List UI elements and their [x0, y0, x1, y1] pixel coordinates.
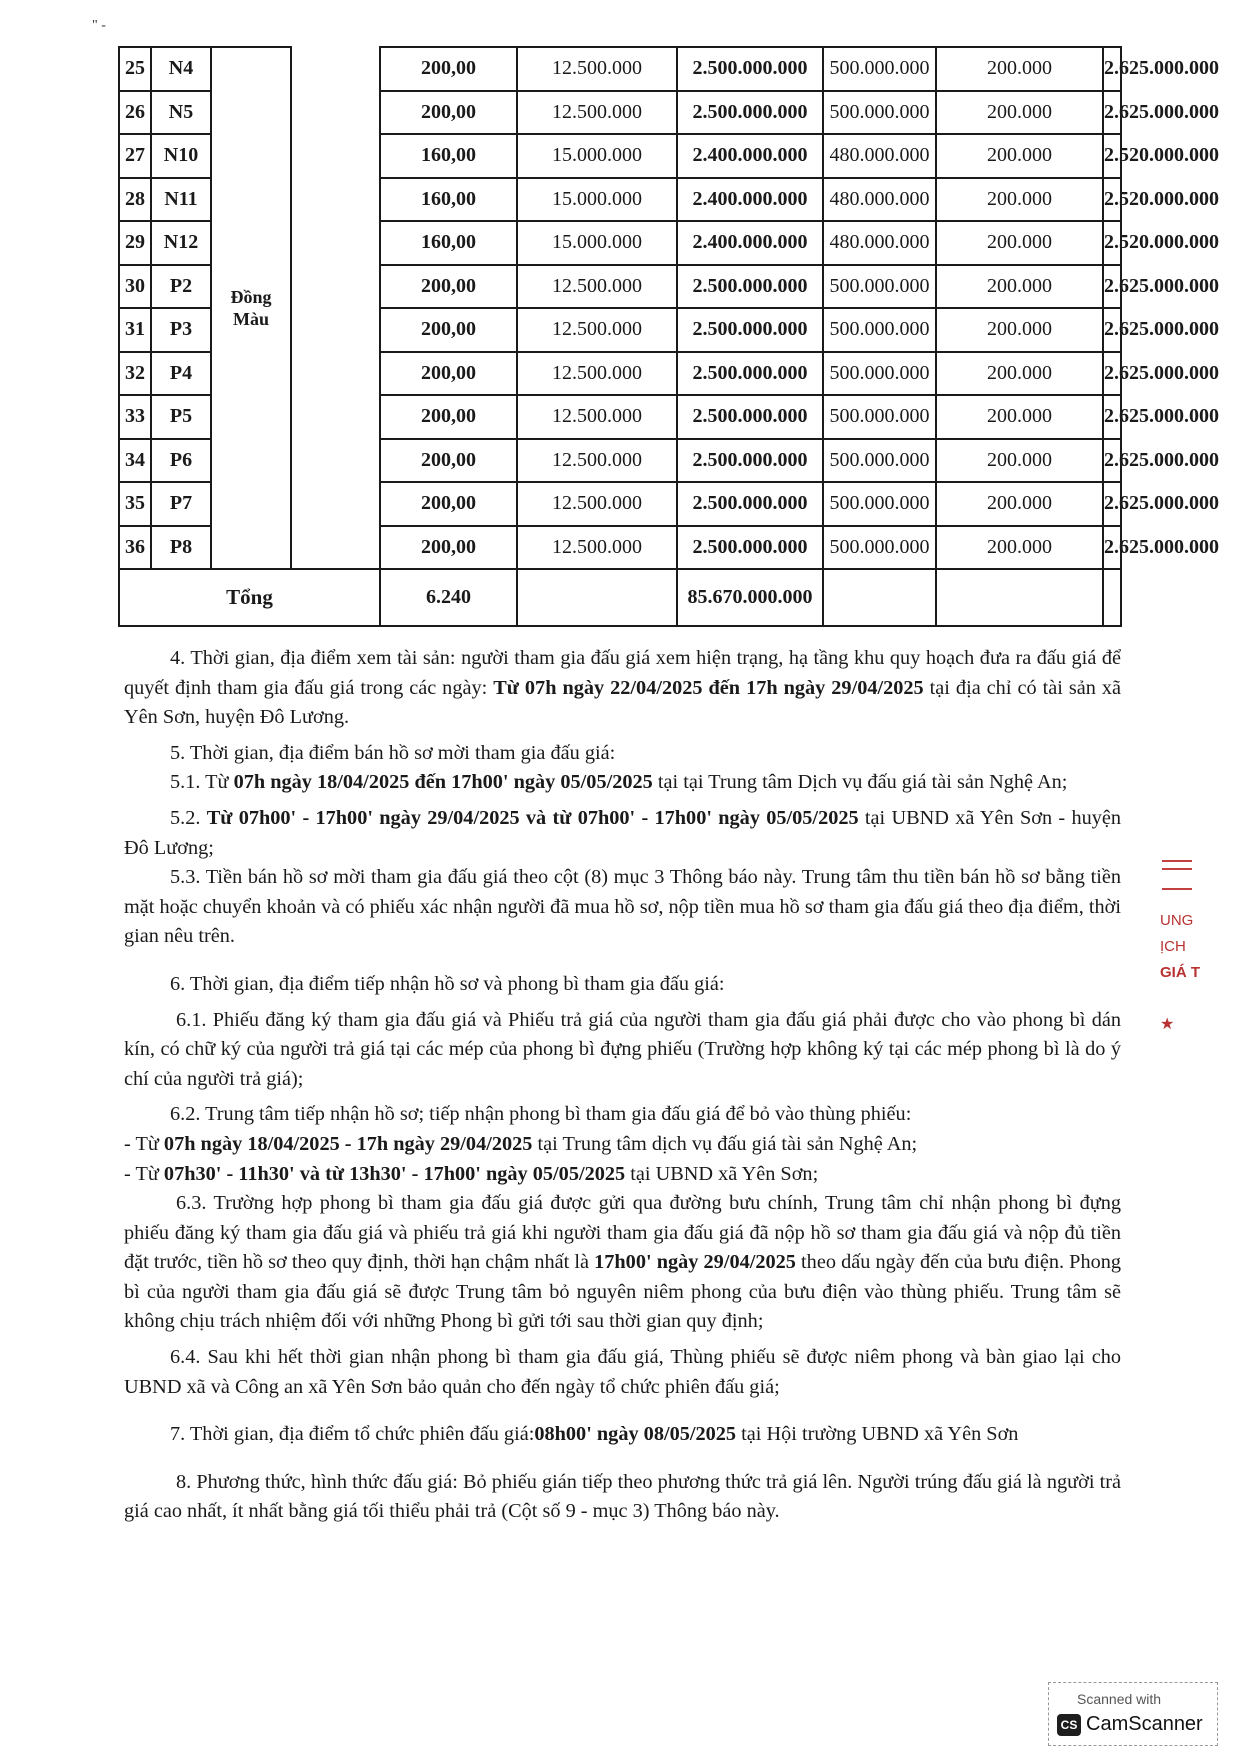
lot-code: N12 [151, 221, 211, 265]
area-cell: 160,00 [380, 221, 517, 265]
minimum-price-cell: 2.520.000.000 [1103, 134, 1121, 178]
row-number: 36 [119, 526, 151, 570]
lot-code: P6 [151, 439, 211, 483]
lot-code: P7 [151, 482, 211, 526]
area-cell: 200,00 [380, 352, 517, 396]
row-number: 25 [119, 47, 151, 91]
minimum-price-cell: 2.520.000.000 [1103, 178, 1121, 222]
minimum-price-cell: 2.625.000.000 [1103, 308, 1121, 352]
section-6-1: 6.1. Phiếu đăng ký tham gia đấu giá và Phiếu trả giá của người tham gia đấu giá phải được cho vào phong bì dán kín, có chữ ký của người trả giá tại các mép của phong bì đựng phiếu (Trường hợp không ký tại các mép phong bì là do ý chí của người trả giá); [124, 1008, 1121, 1090]
unit-price-cell: 12.500.000 [517, 91, 677, 135]
lot-code: N10 [151, 134, 211, 178]
minimum-price-cell: 2.625.000.000 [1103, 91, 1121, 135]
deposit-cell: 480.000.000 [823, 134, 936, 178]
area-cell: 200,00 [380, 526, 517, 570]
seal-text-1: UNG [1160, 912, 1194, 929]
deposit-cell: 480.000.000 [823, 221, 936, 265]
deposit-cell: 500.000.000 [823, 439, 936, 483]
camscanner-logo-icon: CS [1057, 1714, 1081, 1736]
section-6-2: 6.2. Trung tâm tiếp nhận hồ sơ; tiếp nhận phong bì tham gia đấu giá để bỏ vào thùng phiếu: [170, 1103, 912, 1126]
section-5-3: 5.3. Tiền bán hồ sơ mời tham gia đấu giá theo cột (8) mục 3 Thông báo này. Trung tâm thu tiền bán hồ sơ bằng tiền mặt hoặc chuyển khoản và có phiếu xác nhận người đã mua hồ sơ, nộp tiền mua hồ sơ tham gia đấu giá theo địa điểm, thời gian nêu trên. [124, 866, 1121, 948]
row-number: 33 [119, 395, 151, 439]
section-5: 5. Thời gian, địa điểm bán hồ sơ mời tham gia đấu giá: [170, 741, 616, 764]
area-cell: 200,00 [380, 91, 517, 135]
area-cell: 200,00 [380, 308, 517, 352]
notice-body [124, 644, 1121, 1527]
unit-price-cell: 15.000.000 [517, 134, 677, 178]
lot-code: P5 [151, 395, 211, 439]
fee-cell: 200.000 [936, 178, 1103, 222]
minimum-price-cell: 2.625.000.000 [1103, 439, 1121, 483]
total-price: 85.670.000.000 [677, 569, 823, 626]
watermark-caption: Scanned with [1077, 1691, 1162, 1707]
area-cell: 200,00 [380, 482, 517, 526]
seal-star-icon: ★ [1160, 1016, 1175, 1033]
section-6-4: 6.4. Sau khi hết thời gian nhận phong bì tham gia đấu giá, Thùng phiếu sẽ được niêm phong và bàn giao lại cho UBND xã và Công an xã Yên Sơn bảo quản cho đến ngày tổ chức phiên đấu giá; [124, 1346, 1121, 1398]
starting-price-cell: 2.500.000.000 [677, 352, 823, 396]
lot-code: N4 [151, 47, 211, 91]
lot-code: P3 [151, 308, 211, 352]
deposit-cell: 500.000.000 [823, 352, 936, 396]
area-cell: 160,00 [380, 178, 517, 222]
minimum-price-cell: 2.625.000.000 [1103, 482, 1121, 526]
camscanner-watermark [1048, 1682, 1218, 1746]
starting-price-cell: 2.500.000.000 [677, 47, 823, 91]
fee-cell: 200.000 [936, 134, 1103, 178]
lots-table-body [119, 47, 1219, 626]
starting-price-cell: 2.500.000.000 [677, 265, 823, 309]
scan-mark: " - [92, 18, 106, 33]
deposit-cell: 480.000.000 [823, 178, 936, 222]
unit-price-cell: 12.500.000 [517, 352, 677, 396]
section-7: 7. Thời gian, địa điểm tổ chức phiên đấu giá:08h00' ngày 08/05/2025 tại Hội trường UBND xã Yên Sơn [170, 1423, 1019, 1446]
starting-price-cell: 2.500.000.000 [677, 439, 823, 483]
seal-text-3: GIÁ T [1160, 964, 1200, 981]
starting-price-cell: 2.400.000.000 [677, 221, 823, 265]
fee-cell: 200.000 [936, 526, 1103, 570]
deposit-cell: 500.000.000 [823, 91, 936, 135]
minimum-price-cell: 2.625.000.000 [1103, 265, 1121, 309]
fee-cell: 200.000 [936, 395, 1103, 439]
section-5-1: 5.1. Từ 07h ngày 18/04/2025 đến 17h00' ngày 05/05/2025 tại tại Trung tâm Dịch vụ đấu giá tài sản Nghệ An; [170, 771, 1068, 794]
empty-cell [823, 569, 936, 626]
watermark-brand: CamScanner [1086, 1713, 1203, 1735]
unit-price-cell: 12.500.000 [517, 308, 677, 352]
row-number: 31 [119, 308, 151, 352]
empty-cell [1103, 569, 1121, 626]
row-number: 29 [119, 221, 151, 265]
deposit-cell: 500.000.000 [823, 47, 936, 91]
table-row [119, 47, 1121, 91]
seal-line [1162, 888, 1192, 890]
unit-price-cell: 12.500.000 [517, 439, 677, 483]
starting-price-cell: 2.400.000.000 [677, 134, 823, 178]
section-6-3: 6.3. Trường hợp phong bì tham gia đấu giá được gửi qua đường bưu chính, Trung tâm chỉ nhận phong bì đựng phiếu đăng ký tham gia đấu giá và phiếu trả giá khi người tham gia đấu giá đã nộp hồ sơ tham gia đấu giá và nộp đủ tiền đặt trước, tiền hồ sơ theo quy định, thời hạn chậm nhất là 17h00' ngày 29/04/2025 theo dấu ngày đến của bưu điện. Phong bì của người tham gia đấu giá sẽ được Trung tâm bỏ nguyên niêm phong của bưu điện vào thùng phiếu. Trung tâm sẽ không chịu trách nhiệm đối với những Phong bì gửi tới sau thời gian quy định; [124, 1192, 1122, 1333]
empty-cell [936, 569, 1103, 626]
area-cell: 200,00 [380, 47, 517, 91]
seal-text-2: ỊCH [1160, 938, 1186, 955]
lot-code: P4 [151, 352, 211, 396]
unit-price-cell: 15.000.000 [517, 221, 677, 265]
unit-price-cell: 12.500.000 [517, 482, 677, 526]
unit-price-cell: 12.500.000 [517, 47, 677, 91]
seal-line [1162, 860, 1192, 862]
row-number: 30 [119, 265, 151, 309]
section-6-2-a: - Từ 07h ngày 18/04/2025 - 17h ngày 29/04/2025 tại Trung tâm dịch vụ đấu giá tài sản Nghệ An; [124, 1132, 918, 1155]
lot-code: P2 [151, 265, 211, 309]
fee-cell: 200.000 [936, 482, 1103, 526]
area-cell: 160,00 [380, 134, 517, 178]
deposit-cell: 500.000.000 [823, 308, 936, 352]
fee-cell: 200.000 [936, 221, 1103, 265]
row-number: 26 [119, 91, 151, 135]
fee-cell: 200.000 [936, 47, 1103, 91]
area-cell: 200,00 [380, 265, 517, 309]
minimum-price-cell: 2.625.000.000 [1103, 395, 1121, 439]
fee-cell: 200.000 [936, 439, 1103, 483]
starting-price-cell: 2.500.000.000 [677, 482, 823, 526]
lots-table [118, 46, 1219, 627]
fee-cell: 200.000 [936, 308, 1103, 352]
lot-code: P8 [151, 526, 211, 570]
row-number: 32 [119, 352, 151, 396]
fee-cell: 200.000 [936, 352, 1103, 396]
starting-price-cell: 2.500.000.000 [677, 308, 823, 352]
section-4: 4. Thời gian, địa điểm xem tài sản: người tham gia đấu giá xem hiện trạng, hạ tầng khu quy hoạch đưa ra đấu giá để quyết định tham gia đấu giá trong các ngày: Từ 07h ngày 22/04/2025 đến 17h ngày 29/04/2025 tại địa chỉ có tài sản xã Yên Sơn, huyện Đô Lương. [124, 647, 1121, 729]
row-number: 34 [119, 439, 151, 483]
seal-line [1162, 868, 1192, 870]
starting-price-cell: 2.500.000.000 [677, 395, 823, 439]
section-6: 6. Thời gian, địa điểm tiếp nhận hồ sơ và phong bì tham gia đấu giá: [170, 972, 725, 995]
lot-code: N5 [151, 91, 211, 135]
row-number: 27 [119, 134, 151, 178]
total-label: Tổng [119, 569, 380, 626]
minimum-price-cell: 2.625.000.000 [1103, 352, 1121, 396]
empty-cell [517, 569, 677, 626]
starting-price-cell: 2.500.000.000 [677, 91, 823, 135]
fee-cell: 200.000 [936, 265, 1103, 309]
section-5-2: 5.2. Từ 07h00' - 17h00' ngày 29/04/2025 và từ 07h00' - 17h00' ngày 05/05/2025 tại UBND xã Yên Sơn - huyện Đô Lương; [124, 806, 1122, 859]
total-row [119, 569, 1121, 626]
section-6-2-b: - Từ 07h30' - 11h30' và từ 13h30' - 17h00' ngày 05/05/2025 tại UBND xã Yên Sơn; [124, 1162, 819, 1185]
red-seal-fragment [1158, 860, 1198, 1040]
minimum-price-cell: 2.625.000.000 [1103, 526, 1121, 570]
row-number: 35 [119, 482, 151, 526]
starting-price-cell: 2.500.000.000 [677, 526, 823, 570]
minimum-price-cell: 2.625.000.000 [1103, 47, 1121, 91]
area-cell: 200,00 [380, 439, 517, 483]
starting-price-cell: 2.400.000.000 [677, 178, 823, 222]
location-cell: Đồng Màu [211, 47, 291, 569]
deposit-cell: 500.000.000 [823, 395, 936, 439]
fee-cell: 200.000 [936, 91, 1103, 135]
deposit-cell: 500.000.000 [823, 526, 936, 570]
spacer-cell [291, 47, 380, 569]
unit-price-cell: 12.500.000 [517, 526, 677, 570]
area-cell: 200,00 [380, 395, 517, 439]
deposit-cell: 500.000.000 [823, 265, 936, 309]
unit-price-cell: 12.500.000 [517, 265, 677, 309]
deposit-cell: 500.000.000 [823, 482, 936, 526]
lot-code: N11 [151, 178, 211, 222]
total-area: 6.240 [380, 569, 517, 626]
unit-price-cell: 15.000.000 [517, 178, 677, 222]
unit-price-cell: 12.500.000 [517, 395, 677, 439]
row-number: 28 [119, 178, 151, 222]
section-8: 8. Phương thức, hình thức đấu giá: Bỏ phiếu gián tiếp theo phương thức trả giá lên. Người trúng đấu giá là người trả giá cao nhất, ít nhất bằng giá tối thiểu phải trả (Cột số 9 - mục 3) Thông báo này. [124, 1470, 1121, 1523]
minimum-price-cell: 2.520.000.000 [1103, 221, 1121, 265]
